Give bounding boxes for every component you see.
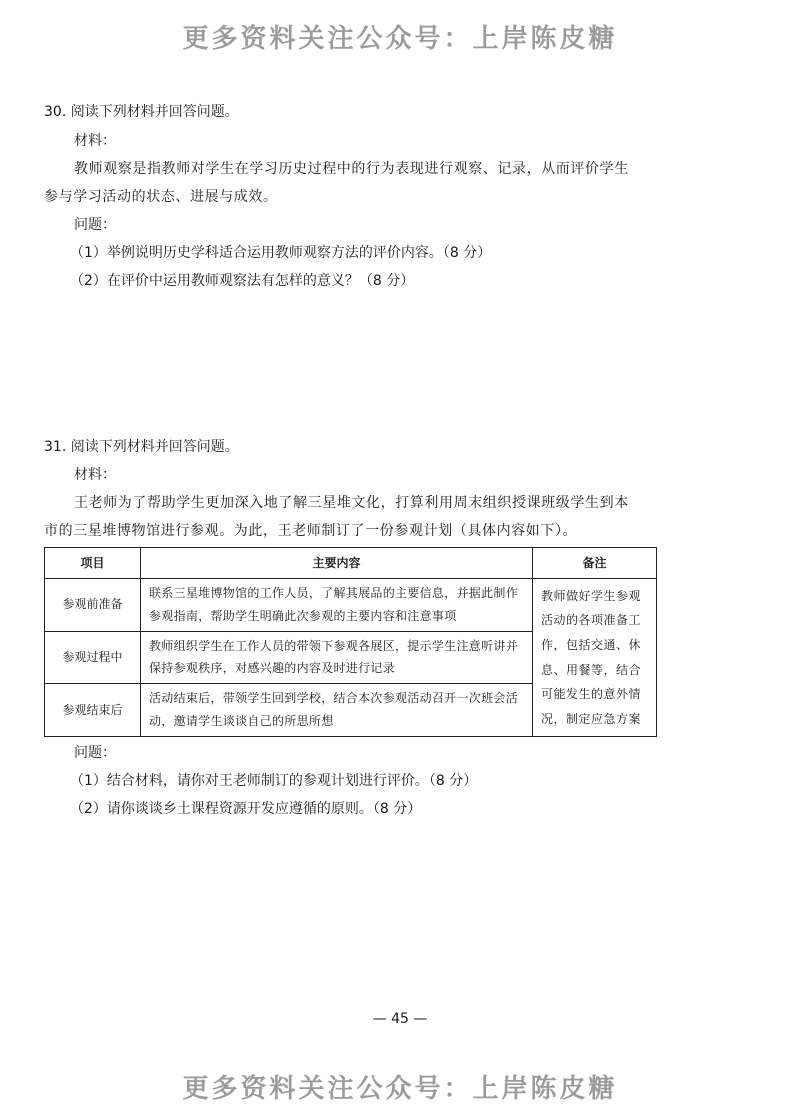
- q30-material-line1: 教师观察是指教师对学生在学习历史过程中的行为表现进行观察、记录，从而评价学生: [74, 161, 629, 177]
- table-header-note: 备注: [533, 548, 657, 579]
- table-header-item: 项目: [45, 548, 141, 579]
- q30-title: 30. 阅读下列材料并回答问题。: [44, 104, 239, 120]
- q30-question-label: 问题：: [74, 217, 116, 233]
- q30-material-label: 材料：: [74, 133, 116, 149]
- q31-subquestion-2: （2）请你谈谈乡土课程资源开发应遵循的原则。（8 分）: [70, 801, 422, 817]
- q31-material-label: 材料：: [74, 467, 116, 483]
- q30-material-line2: 参与学习活动的状态、进展与成效。: [44, 189, 278, 205]
- table-cell-note: 教师做好学生参观活动的各项准备工作，包括交通、休息、用餐等，结合可能发生的意外情况，制定应急方案: [533, 579, 657, 737]
- table-header-row: [45, 548, 657, 579]
- table-cell-content: 教师组织学生在工作人员的带领下参观各展区，提示学生注意听讲并保持参观秩序，对感兴趣的内容及时进行记录: [141, 631, 533, 684]
- table-cell-content: 联系三星堆博物馆的工作人员，了解其展品的主要信息，并据此制作参观指南，帮助学生明确此次参观的主要内容和注意事项: [141, 579, 533, 632]
- q30-subquestion-1: （1）举例说明历史学科适合运用教师观察方法的评价内容。（8 分）: [70, 245, 492, 261]
- q31-material-line2: 市的三星堆博物馆进行参观。为此，王老师制订了一份参观计划（具体内容如下）。: [44, 523, 578, 539]
- table-row: [45, 579, 657, 632]
- q31-question-label: 问题：: [74, 745, 116, 761]
- q31-material-line1: 王老师为了帮助学生更加深入地了解三星堆文化，打算利用周末组织授课班级学生到本: [74, 495, 629, 511]
- table-cell-item: 参观结束后: [45, 684, 141, 737]
- table-cell-item: 参观前准备: [45, 579, 141, 632]
- page-number: — 45 —: [372, 1011, 428, 1027]
- visit-plan-table: [44, 547, 657, 737]
- watermark-bottom: 更多资料关注公众号：上岸陈皮糖: [182, 1074, 618, 1104]
- table-header-content: 主要内容: [141, 548, 533, 579]
- q31-subquestion-1: （1）结合材料，请你对王老师制订的参观计划进行评价。（8 分）: [70, 773, 478, 789]
- table-cell-item: 参观过程中: [45, 631, 141, 684]
- q30-subquestion-2: （2）在评价中运用教师观察法有怎样的意义？（8 分）: [70, 273, 415, 289]
- table-cell-content: 活动结束后，带领学生回到学校，结合本次参观活动召开一次班会活动，邀请学生谈谈自己的所思所想: [141, 684, 533, 737]
- watermark-top: 更多资料关注公众号：上岸陈皮糖: [182, 24, 618, 54]
- q31-title: 31. 阅读下列材料并回答问题。: [44, 439, 239, 455]
